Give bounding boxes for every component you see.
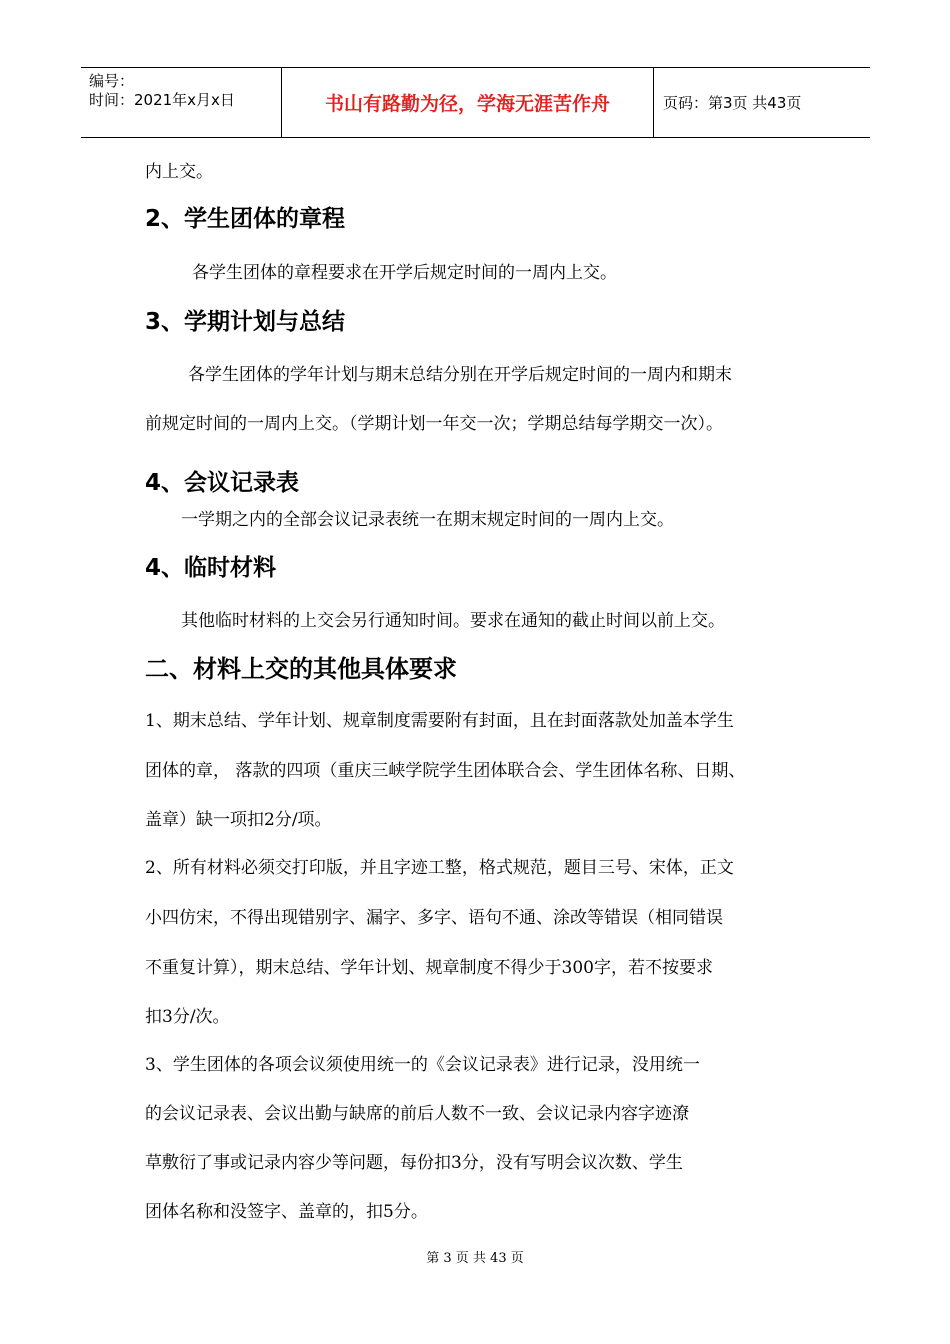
paragraph-line: 团体名称和没签字、盖章的，扣5分。 [145, 1202, 428, 1222]
paragraph-line: 各学生团体的章程要求在开学后规定时间的一周内上交。 [192, 263, 617, 283]
document-header [81, 67, 870, 138]
paragraph-line: 内上交。 [145, 162, 213, 182]
paragraph-line: 前规定时间的一周内上交。（学期计划一年交一次；学期总结每学期交一次）。 [145, 414, 723, 434]
paragraph-line: 的会议记录表、会议出勤与缺席的前后人数不一致、会议记录内容字迹潦 [145, 1104, 689, 1124]
header-meta [89, 72, 279, 110]
paragraph-line: 扣3分/次。 [145, 1007, 230, 1027]
paragraph-line: 一学期之内的全部会议记录表统一在期末规定时间的一周内上交。 [181, 510, 674, 530]
section-heading: 3、学期计划与总结 [145, 309, 346, 335]
section-heading: 2、学生团体的章程 [145, 206, 346, 232]
paragraph-line: 团体的章， 落款的四项（重庆三峡学院学生团体联合会、学生团体名称、日期、 [145, 761, 746, 781]
paragraph-line: 草敷衍了事或记录内容少等问题，每份扣3分，没有写明会议次数、学生 [145, 1153, 683, 1173]
paragraph-line: 2、所有材料必须交打印版，并且字迹工整，格式规范，题目三号、宋体，正文 [145, 858, 734, 878]
paragraph-line: 1、期末总结、学年计划、规章制度需要附有封面，且在封面落款处加盖本学生 [145, 711, 734, 731]
part-heading: 二、材料上交的其他具体要求 [145, 655, 457, 683]
paragraph-line: 小四仿宋，不得出现错别字、漏字、多字、语句不通、涂改等错误（相同错误 [145, 908, 723, 928]
paragraph-line: 盖章）缺一项扣2分/项。 [145, 810, 332, 830]
section-heading: 4、临时材料 [145, 555, 277, 581]
paragraph-line: 3、学生团体的各项会议须使用统一的《会议记录表》进行记录，没用统一 [145, 1055, 700, 1075]
section-heading: 4、会议记录表 [145, 470, 300, 496]
header-divider [653, 68, 654, 137]
paragraph-line: 各学生团体的学年计划与期末总结分别在开学后规定时间的一周内和期末 [188, 365, 732, 385]
page-footer: 第 3 页 共 43 页 [426, 1251, 524, 1266]
date-label: 时间：2021年x月x日 [89, 91, 235, 109]
paragraph-line: 不重复计算），期末总结、学年计划、规章制度不得少于300字，若不按要求 [145, 958, 713, 978]
number-label: 编号： [89, 72, 135, 90]
paragraph-line: 其他临时材料的上交会另行通知时间。要求在通知的截止时间以前上交。 [181, 611, 725, 631]
header-page-info: 页码：第3页 共43页 [663, 94, 802, 112]
header-motto: 书山有路勤为径，学海无涯苦作舟 [324, 93, 610, 115]
